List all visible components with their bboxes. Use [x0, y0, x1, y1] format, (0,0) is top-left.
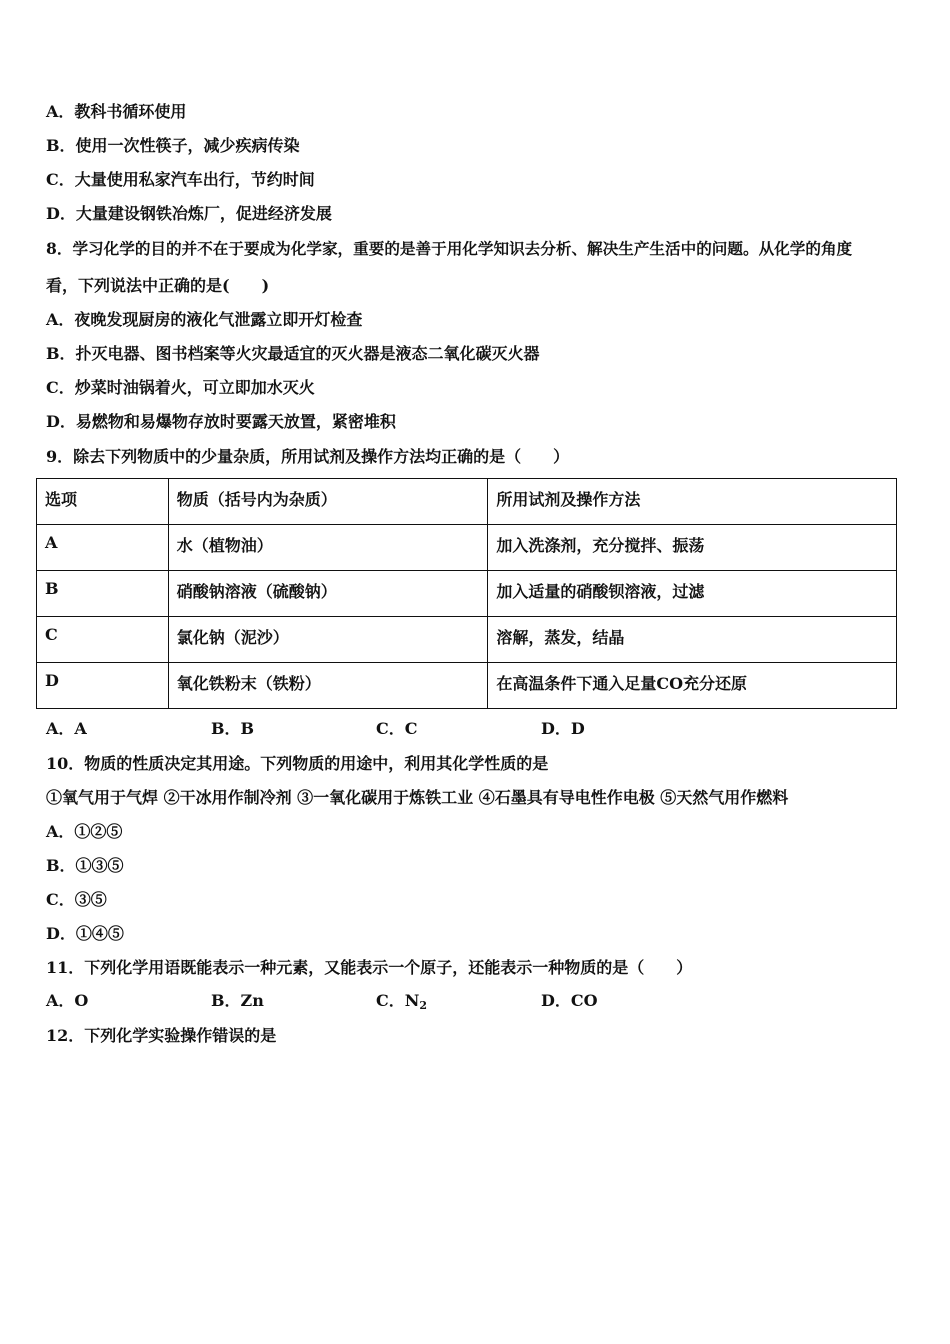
- q7-option-c: C．大量使用私家汽车出行，节约时间: [46, 170, 315, 189]
- table-cell: 硝酸钠溶液（硫酸钠）: [168, 571, 488, 617]
- q11-option-a: A．O: [46, 991, 89, 1010]
- q11-option-d: D．CO: [541, 991, 598, 1010]
- table-row: [37, 663, 897, 709]
- table-cell: 在高温条件下通入足量CO充分还原: [488, 663, 897, 709]
- q10-option-a: A．①②⑤: [46, 822, 123, 841]
- table-cell: D: [37, 663, 169, 709]
- table-cell: 溶解，蒸发，结晶: [488, 617, 897, 663]
- q7-option-b: B．使用一次性筷子，减少疾病传染: [46, 136, 300, 155]
- q10-option-d: D．①④⑤: [46, 924, 124, 943]
- table-cell: 水（植物油）: [168, 525, 488, 571]
- q7-option-a: A．教科书循环使用: [46, 102, 187, 121]
- q11-option-b: B．Zn: [211, 991, 264, 1010]
- table-cell: A: [37, 525, 169, 571]
- q9-options: [46, 719, 706, 739]
- q11-option-c-text: C．N: [376, 991, 420, 1010]
- q8-option-a: A．夜晚发现厨房的液化气泄露立即开灯检查: [46, 310, 363, 329]
- q11-stem: 11．下列化学用语既能表示一种元素，又能表示一个原子，还能表示一种物质的是（ ）: [46, 958, 693, 977]
- q11-option-c-subscript: 2: [419, 999, 428, 1012]
- q8-stem-line1: 8．学习化学的目的并不在于要成为化学家，重要的是善于用化学知识去分析、解决生产生活中的问题。从化学的角度: [46, 239, 853, 258]
- table-header-cell: 物质（括号内为杂质）: [168, 479, 488, 525]
- q9-option-d: D．D: [541, 719, 585, 738]
- q9-option-c: C．C: [376, 719, 418, 738]
- q12-stem: 12．下列化学实验操作错误的是: [46, 1026, 277, 1045]
- table-cell: B: [37, 571, 169, 617]
- q10-stem: 10．物质的性质决定其用途。下列物质的用途中，利用其化学性质的是: [46, 754, 549, 773]
- table-row: [37, 525, 897, 571]
- q11-options: [46, 991, 706, 1016]
- table-cell: C: [37, 617, 169, 663]
- q10-items: ①氧气用于气焊 ②干冰用作制冷剂 ③一氧化碳用于炼铁工业 ④石墨具有导电性作电极 ⑤天然气用作燃料: [46, 788, 789, 807]
- q9-option-a: A．A: [46, 719, 87, 738]
- table-header-cell: 所用试剂及操作方法: [488, 479, 897, 525]
- q9-option-b: B．B: [211, 719, 255, 738]
- q9-stem: 9．除去下列物质中的少量杂质，所用试剂及操作方法均正确的是（ ）: [46, 447, 570, 466]
- table-header-cell: 选项: [37, 479, 169, 525]
- q10-option-b: B．①③⑤: [46, 856, 124, 875]
- table-cell: 加入洗涤剂，充分搅拌、振荡: [488, 525, 897, 571]
- q10-option-c: C．③⑤: [46, 890, 107, 909]
- table-cell: 氯化钠（泥沙）: [168, 617, 488, 663]
- q7-option-d: D．大量建设钢铁冶炼厂，促进经济发展: [46, 204, 332, 223]
- q8-option-c: C．炒菜时油锅着火，可立即加水灭火: [46, 378, 315, 397]
- table-header-row: [37, 479, 897, 525]
- table-cell: 加入适量的硝酸钡溶液，过滤: [488, 571, 897, 617]
- table-cell: 氧化铁粉末（铁粉）: [168, 663, 488, 709]
- q9-table: [36, 478, 897, 709]
- q8-stem-line2: 看，下列说法中正确的是( ): [46, 276, 270, 295]
- table-row: [37, 571, 897, 617]
- q8-option-b: B．扑灭电器、图书档案等火灾最适宜的灭火器是液态二氧化碳灭火器: [46, 344, 540, 363]
- q8-option-d: D．易燃物和易爆物存放时要露天放置，紧密堆积: [46, 412, 396, 431]
- table-row: [37, 617, 897, 663]
- q11-option-c: [376, 991, 541, 1016]
